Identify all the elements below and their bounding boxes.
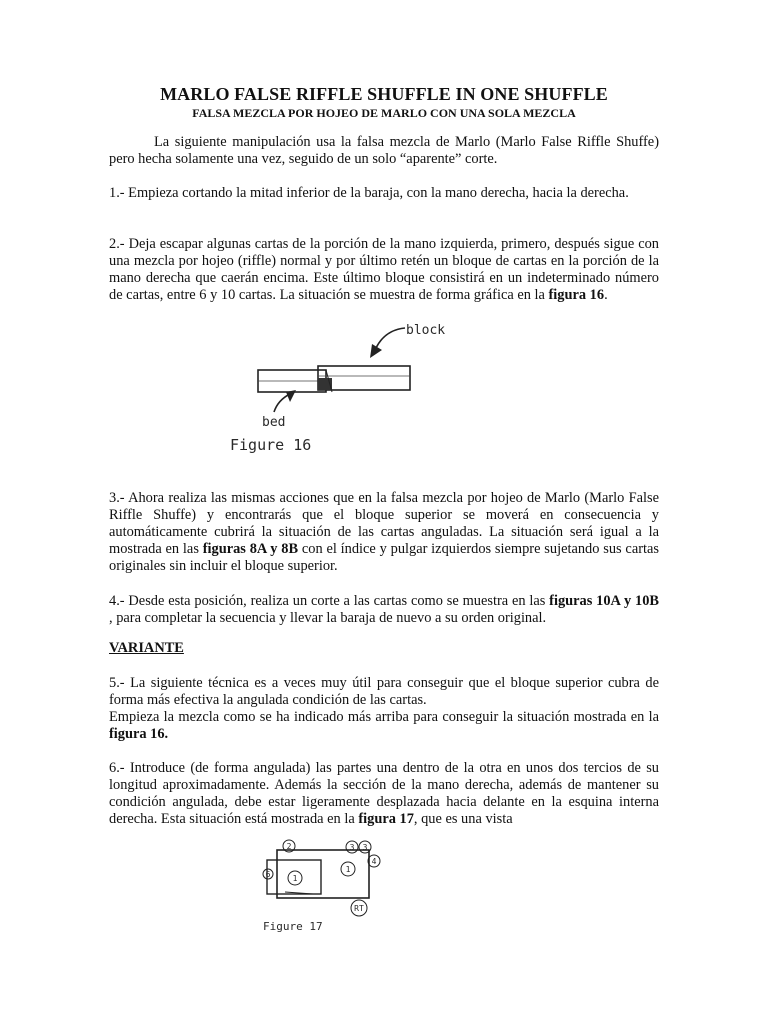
figure-17-marker-6: 6 bbox=[265, 870, 271, 879]
figure-17-reference: figura 17 bbox=[358, 811, 414, 827]
figure-17-marker-1b: 1 bbox=[345, 865, 351, 874]
figures-10-reference: figuras 10A y 10B bbox=[549, 593, 659, 609]
figure-17-marker-1a: 1 bbox=[292, 874, 298, 883]
step-6-text-a: 6.- Introduce (de forma angulada) las partes una dentro de la otra en unos dos tercios de su longitud aproximadamente. Además la sección de la mano derecha, además de mantener su condición angulada, debe estar ligeramente desplazada hacia delante en la esquina interna derecha. Esta situación está mostrada en la bbox=[109, 760, 659, 827]
step-3-text-a: 3.- Ahora realiza las mismas acciones que en la falsa mezcla por hojeo de Marlo (Marlo False Riffle Shuffe) y encontrarás que el bloque superior se moverá en consecuencia y automáticamente cubrirá la situación de las cartas anguladas. La situación será igual a la mostrada en las bbox=[109, 490, 659, 557]
step-4-text-a: 4.- Desde esta posición, realiza un corte a las cartas como se muestra en las bbox=[109, 593, 550, 609]
figure-16-reference-2: figura 16. bbox=[109, 726, 169, 742]
page-subtitle: FALSA MEZCLA POR HOJEO DE MARLO CON UNA SOLA MEZCLA bbox=[192, 106, 576, 120]
figure-16-reference: figura 16 bbox=[548, 287, 605, 303]
step-6-paragraph bbox=[109, 760, 659, 828]
figure-17-marker-3a: 3 bbox=[349, 843, 355, 852]
figure-16-caption: Figure 16 bbox=[230, 436, 312, 454]
figure-16-drawing bbox=[200, 318, 500, 478]
figure-17-marker-3b: 3 bbox=[362, 843, 368, 852]
figure-16-bed-label: bed bbox=[262, 415, 286, 430]
step-2-paragraph bbox=[109, 236, 659, 304]
figure-17-caption: Figure 17 bbox=[263, 920, 323, 933]
step-4-paragraph bbox=[109, 593, 659, 627]
figure-17 bbox=[255, 834, 395, 938]
page-title: MARLO FALSE RIFFLE SHUFFLE IN ONE SHUFFLE bbox=[160, 84, 608, 104]
figure-17-marker-2: 2 bbox=[286, 842, 292, 851]
step-5-text-b: Empieza la mezcla como se ha indicado más arriba para conseguir la situación mostrada en la bbox=[109, 709, 659, 725]
step-5-paragraph bbox=[109, 675, 659, 743]
step-4-text-b: , para completar la secuencia y llevar la baraja de nuevo a su orden original. bbox=[109, 610, 547, 626]
figures-8-reference: figuras 8A y 8B bbox=[202, 541, 299, 557]
step-6-text-b: , que es una vista bbox=[413, 811, 513, 827]
figure-16 bbox=[200, 318, 500, 478]
intro-paragraph: La siguiente manipulación usa la falsa mezcla de Marlo (Marlo False Riffle Shuffe) pero hecha solamente una vez, seguido de un solo “aparente” corte. bbox=[109, 134, 659, 167]
figure-17-marker-4: 4 bbox=[371, 857, 377, 866]
step-2-text: 2.- Deja escapar algunas cartas de la porción de la mano izquierda, primero, después sigue con una mezcla por hojeo (riffle) normal y por último retén un bloque de cartas en la porción de la mano derecha que caerán encima. Este último bloque consistirá en un indeterminado número de cartas, entre 6 y 10 cartas. La situación se muestra de forma gráfica en la bbox=[109, 236, 659, 303]
step-3-text-b: con el índice y pulgar izquierdos siempre sujetando sus cartas originales sin incluir el bloque superior. bbox=[109, 541, 659, 574]
step-3-paragraph bbox=[109, 490, 659, 575]
variante-heading: VARIANTE bbox=[109, 640, 184, 656]
step-1-paragraph: 1.- Empieza cortando la mitad inferior de la baraja, con la mano derecha, hacia la derecha. bbox=[109, 185, 629, 201]
figure-17-drawing bbox=[255, 834, 395, 938]
figure-16-block-label: block bbox=[406, 323, 446, 338]
step-2-end: . bbox=[604, 287, 608, 303]
step-5-text-a: 5.- La siguiente técnica es a veces muy útil para conseguir que el bloque superior cubra de forma más efectiva la angulada condición de las cartas. bbox=[109, 675, 659, 708]
figure-17-marker-rt: RT bbox=[354, 904, 364, 913]
